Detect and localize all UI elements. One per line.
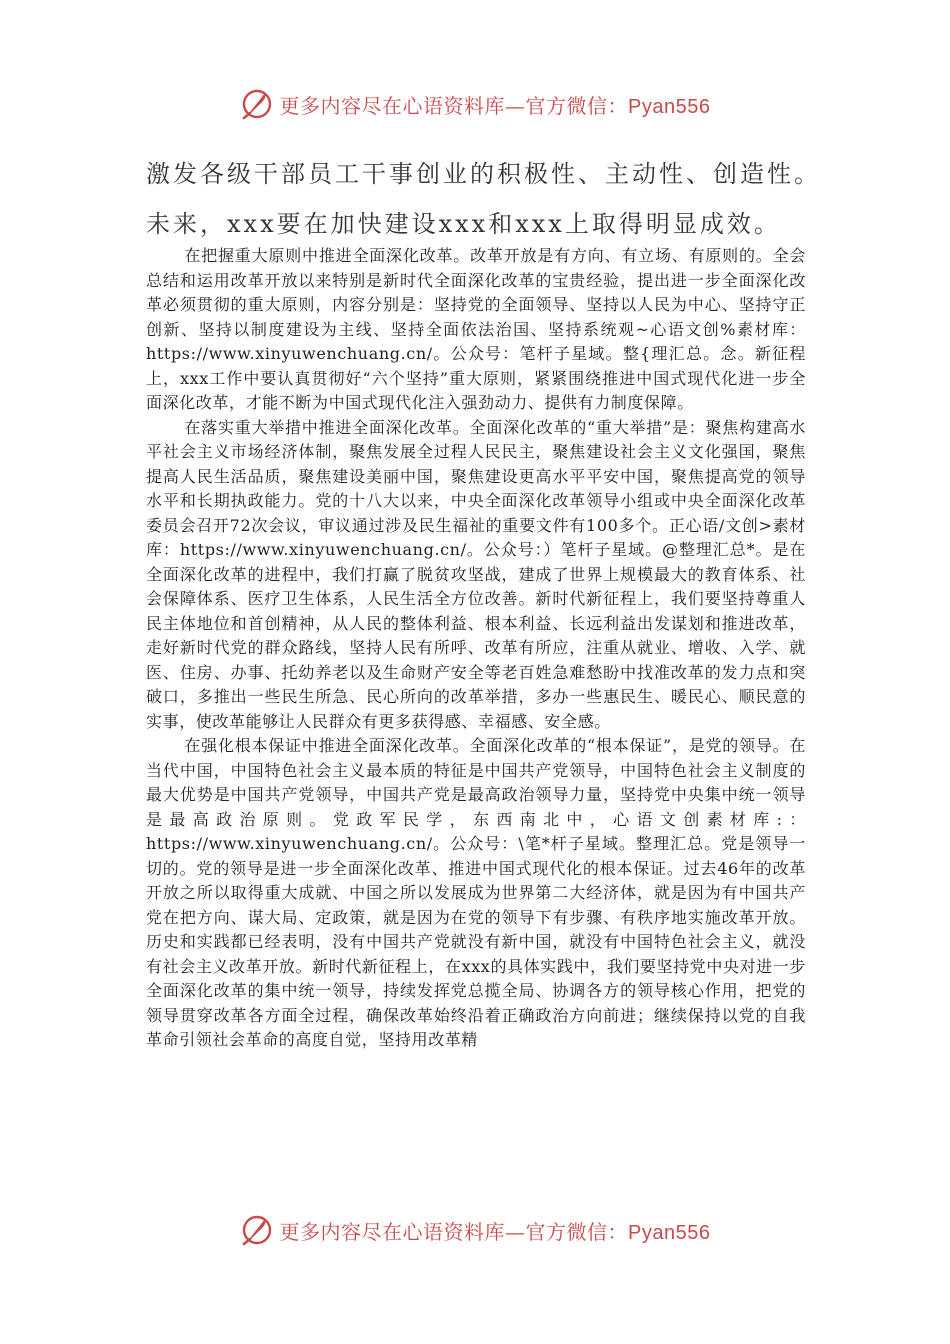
document-body xyxy=(146,244,806,1053)
footer-banner-content xyxy=(240,1213,711,1247)
header-banner-content xyxy=(240,87,711,121)
header-banner xyxy=(0,84,950,124)
footer-banner-cn: 更多内容尽在心语资料库—官方微信： xyxy=(279,1219,629,1244)
quill-pen-icon xyxy=(240,1213,274,1247)
paragraph-major-measures: 在落实重大举措中推进全面深化改革。全面深化改革的“重大举措”是：聚焦构建高水平社会主义市场经济体制，聚焦发展全过程人民民主，聚焦建设社会主义文化强国，聚焦提高人民生活品质，聚焦建设美丽中国，聚焦建设更高水平平安中国，聚焦提高党的领导水平和长期执政能力。党的十八大以来，中央全面深化改革领导小组或中央全面深化改革委员会召开72次会议，审议通过涉及民生福祉的重要文件有100多个。正心语/文创>素材库：https://www.xinyuwenchuang.cn/。公众号：）笔杆子星域。@整理汇总*。是在全面深化改革的进程中，我们打赢了脱贫攻坚战，建成了世界上规模最大的教育体系、社会保障体系、医疗卫生体系，人民生活全方位改善。新时代新征程上，我们要坚持尊重人民主体地位和首创精神，从人民的整体利益、根本利益、长远利益出发谋划和推进改革，走好新时代党的群众路线，坚持人民有所呼、改革有所应，注重从就业、增收、入学、就医、住房、办事、托幼养老以及生命财产安全等老百姓急难愁盼中找准改革的发力点和突破口，多推出一些民生所急、民心所向的改革举措，多办一些惠民生、暖民心、顺民意的实事，使改革能够让人民群众有更多获得感、幸福感、安全感。 xyxy=(146,417,806,731)
document-intro-line-2: 未来，xxx要在加快建设xxx和xxx上取得明显成效。 xyxy=(146,210,781,238)
document-intro-line-1: 激发各级干部员工干事创业的积极性、主动性、创造性。 xyxy=(146,160,821,188)
footer-banner-wechat-id: Pyan556 xyxy=(628,1221,711,1244)
paragraph-major-principles: 在把握重大原则中推进全面深化改革。改革开放是有方向、有立场、有原则的。全会总结和运用改革开放以来特别是新时代全面深化改革的宝贵经验，提出进一步全面深化改革必须贯彻的重大原则，内容分别是：坚持党的全面领导、坚持以人民为中心、坚持守正创新、坚持以制度建设为主线、坚持全面依法治国、坚持系统观~心语文创%素材库：https://www.xinyuwenchuang.cn/。公众号：笔杆子星域。整{理汇总。念。新征程上，xxx工作中要认真贯彻好“六个坚持”重大原则，紧紧围绕推进中国式现代化进一步全面深化改革，才能不断为中国式现代化注入强劲动力、提供有力制度保障。 xyxy=(146,246,806,412)
header-banner-wechat-id: Pyan556 xyxy=(628,95,711,118)
paragraph-fundamental-guarantee: 在强化根本保证中推进全面深化改革。全面深化改革的“根本保证”，是党的领导。在当代中国，中国特色社会主义最本质的特征是中国共产党领导，中国特色社会主义制度的最大优势是中国共产党领导，中国共产党是最高政治领导力量，坚持党中央集中统一领导是最高政治原则。党政军民学，东西南北中，心语文创素材库:：https://www.xinyuwenchuang.cn/。公众号：\笔*杆子星域。整理汇总。党是领导一切的。党的领导是进一步全面深化改革、推进中国式现代化的根本保证。过去46年的改革开放之所以取得重大成就、中国之所以发展成为世界第二大经济体，就是因为有中国共产党在把方向、谋大局、定政策，就是因为在党的领导下有步骤、有秩序地实施改革开放。历史和实践都已经表明，没有中国共产党就没有新中国，就没有中国特色社会主义，就没有社会主义改革开放。新时代新征程上，在xxx的具体实践中，我们要坚持党中央对进一步全面深化改革的集中统一领导，持续发挥党总揽全局、协调各方的领导核心作用，把党的领导贯穿改革各方面全过程，确保改革始终沿着正确政治方向前进；继续保持以党的自我革命引领社会革命的高度自觉，坚持用改革精 xyxy=(146,736,806,1049)
footer-banner xyxy=(0,1210,950,1250)
quill-pen-icon xyxy=(240,87,274,121)
footer-banner-text xyxy=(280,1216,711,1245)
header-banner-cn: 更多内容尽在心语资料库—官方微信： xyxy=(279,93,629,118)
header-banner-text xyxy=(280,90,711,119)
